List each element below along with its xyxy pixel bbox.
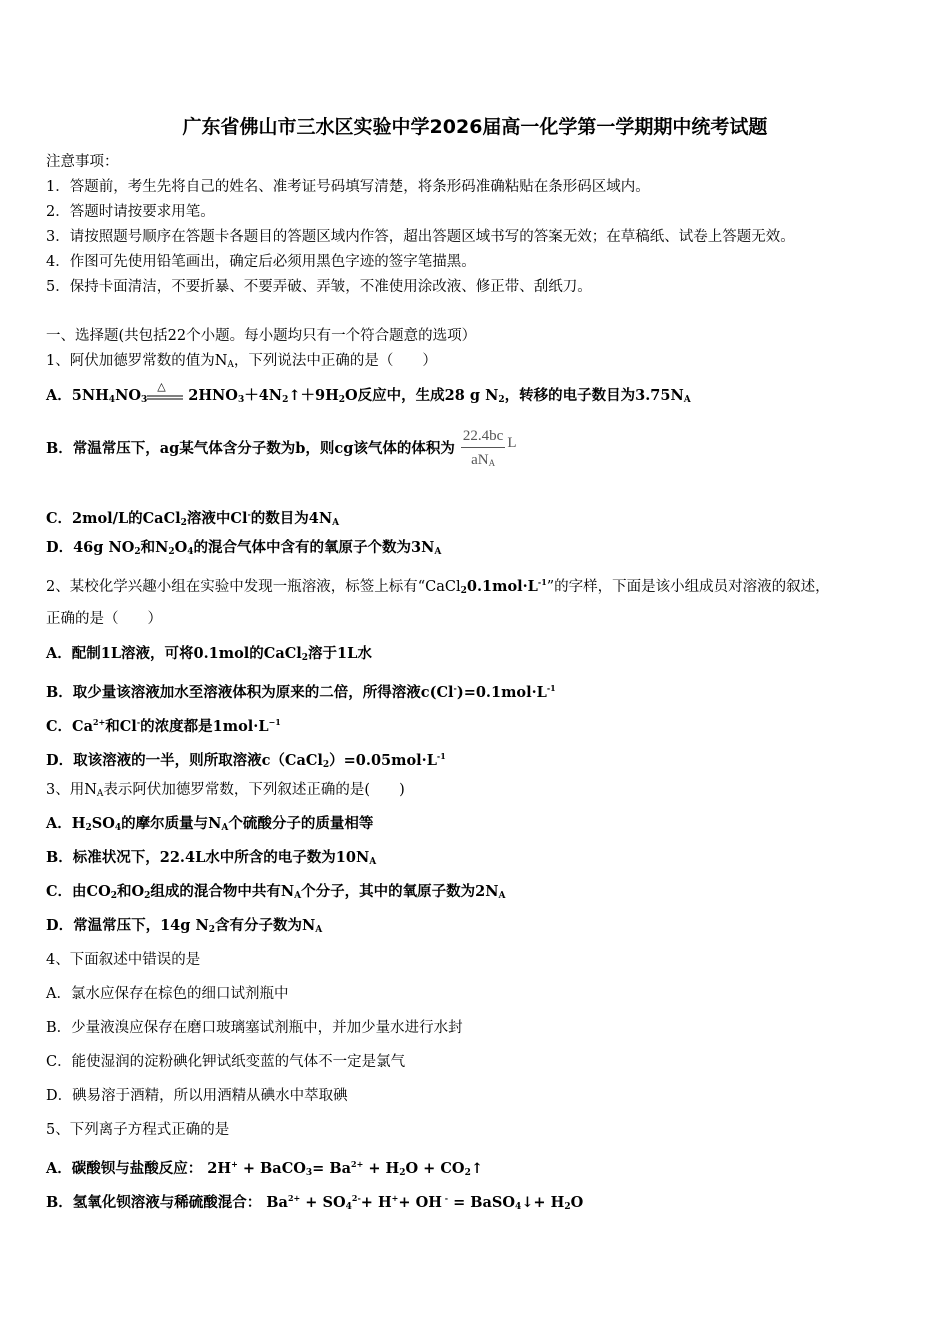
notice-item-4: 4．作图可先使用铅笔画出，确定后必须用黑色字迹的签字笔描黑。 — [46, 254, 476, 270]
q2-option-a: A．配制1L溶液，可将0.1mol的CaCl$_2$溶于1L水 — [46, 645, 372, 663]
q5-option-a: A．碳酸钡与盐酸反应： 2H+ + BaCO$_3$= $Ba^{2+} + H_2O$ + $CO_2↑$ — [46, 1159, 483, 1178]
notice-item-2: 2．答题时请按要求用笔。 — [46, 204, 215, 220]
page-title: 广东省佛山市三水区实验中学2026届高一化学第一学期期中统考试题 — [182, 116, 768, 138]
notice-item-1: 1．答题前，考生先将自己的姓名、准考证号码填写清楚，将条形码准确粘贴在条形码区域内。 — [46, 179, 650, 195]
q3-option-c: C．由$CO_2$和$O_2$组成的混合物中共有$N_A$个分子，其中的氧原子数为$2N_A$ — [46, 883, 506, 901]
section-heading: 一、选择题(共包括22个小题。每小题均只有一个符合题意的选项） — [46, 328, 477, 344]
q4-option-a: A．氯水应保存在棕色的细口试剂瓶中 — [46, 986, 289, 1002]
q1-option-d: D．46g $NO_2$和$N_2O_4$的混合气体中含有的氧原子个数为$3N_A$ — [46, 539, 442, 557]
q3-option-d: D．常温常压下，14g $N_2$含有分子数为$N_A$ — [46, 917, 323, 935]
q3-option-b: B．标准状况下，22.4L水中所含的电子数为$10N_A$ — [46, 849, 377, 867]
q5-option-b: B．氢氧化钡溶液与稀硫酸混合： $Ba^{2+} + SO_4^{2-}+ H^++$ OH - = BaSO$_4$↓+ $H_2O$ — [46, 1193, 584, 1212]
q1-stem: 1、阿伏加德罗常数的值为$N_A$，下列说法中正确的是（ ） — [46, 353, 437, 370]
q2-stem: 2、某校化学兴趣小组在实验中发现一瓶溶液，标签上标有“$CaCl_20.1mol\cdot L^{-1}$”的字样，下面是该小组成员对溶液的叙述， — [46, 577, 830, 596]
q4-option-b: B．少量液溴应保存在磨口玻璃塞试剂瓶中，并加少量水进行水封 — [46, 1020, 463, 1036]
q2-stem-cont: 正确的是（ ） — [46, 611, 162, 627]
q4-stem: 4、下面叙述中错误的是 — [46, 952, 201, 968]
q3-stem: 3、用$N_A$表示阿伏加德罗常数，下列叙述正确的是( ) — [46, 782, 405, 799]
q2-option-d: D．取该溶液的一半，则所取溶液$c(CaCl_2)=0.05mol\cdot L^{-1}$ — [46, 751, 446, 770]
heat-symbol: △ — [157, 380, 166, 393]
q1-option-a: A．$5NH_4NO_3$ △ $2HNO_3+4N_2↑+9H_2O$反应中，生成28 g $N_2$，转移的电子数目为$3.75N_A$ — [46, 386, 691, 410]
q2-option-c: C．$Ca^{2+}$和Cl-的浓度都是$1mol\cdot L^{-1}$ — [46, 717, 281, 735]
q1-option-c: C．2mol/L的CaCl$_2$溶液中Cl-的数目为$4N_A$ — [46, 509, 340, 528]
q5-stem: 5、下列离子方程式正确的是 — [46, 1122, 230, 1138]
q4-option-d: D．碘易溶于酒精，所以用酒精从碘水中萃取碘 — [46, 1088, 348, 1104]
volume-fraction: $\frac{22.4bc}{aN_A}$ — [462, 427, 504, 468]
q1-option-b: B．常温常压下，ag某气体含分子数为b，则cg该气体的体积为 $\frac{22.4bc}{aN_A}$ L — [46, 418, 517, 468]
notice-heading: 注意事项： — [46, 154, 119, 170]
q4-option-c: C．能使湿润的淀粉碘化钾试纸变蓝的气体不一定是氯气 — [46, 1054, 406, 1070]
notice-item-5: 5．保持卡面清洁，不要折暴、不要弄破、弄皱，不准使用涂改液、修正带、刮纸刀。 — [46, 279, 592, 295]
q3-option-a: A．$H_2SO_4$的摩尔质量与$N_A$个硫酸分子的质量相等 — [46, 815, 374, 833]
q2-option-b: B．取少量该溶液加水至溶液体积为原来的二倍，所得溶液$c(Cl^-)=0.1mol\cdot L^{-1}$ — [46, 683, 556, 701]
notice-item-3: 3．请按照题号顺序在答题卡各题目的答题区域内作答，超出答题区域书写的答案无效；在草稿纸、试卷上答题无效。 — [46, 229, 795, 245]
reaction-arrow — [147, 380, 183, 400]
